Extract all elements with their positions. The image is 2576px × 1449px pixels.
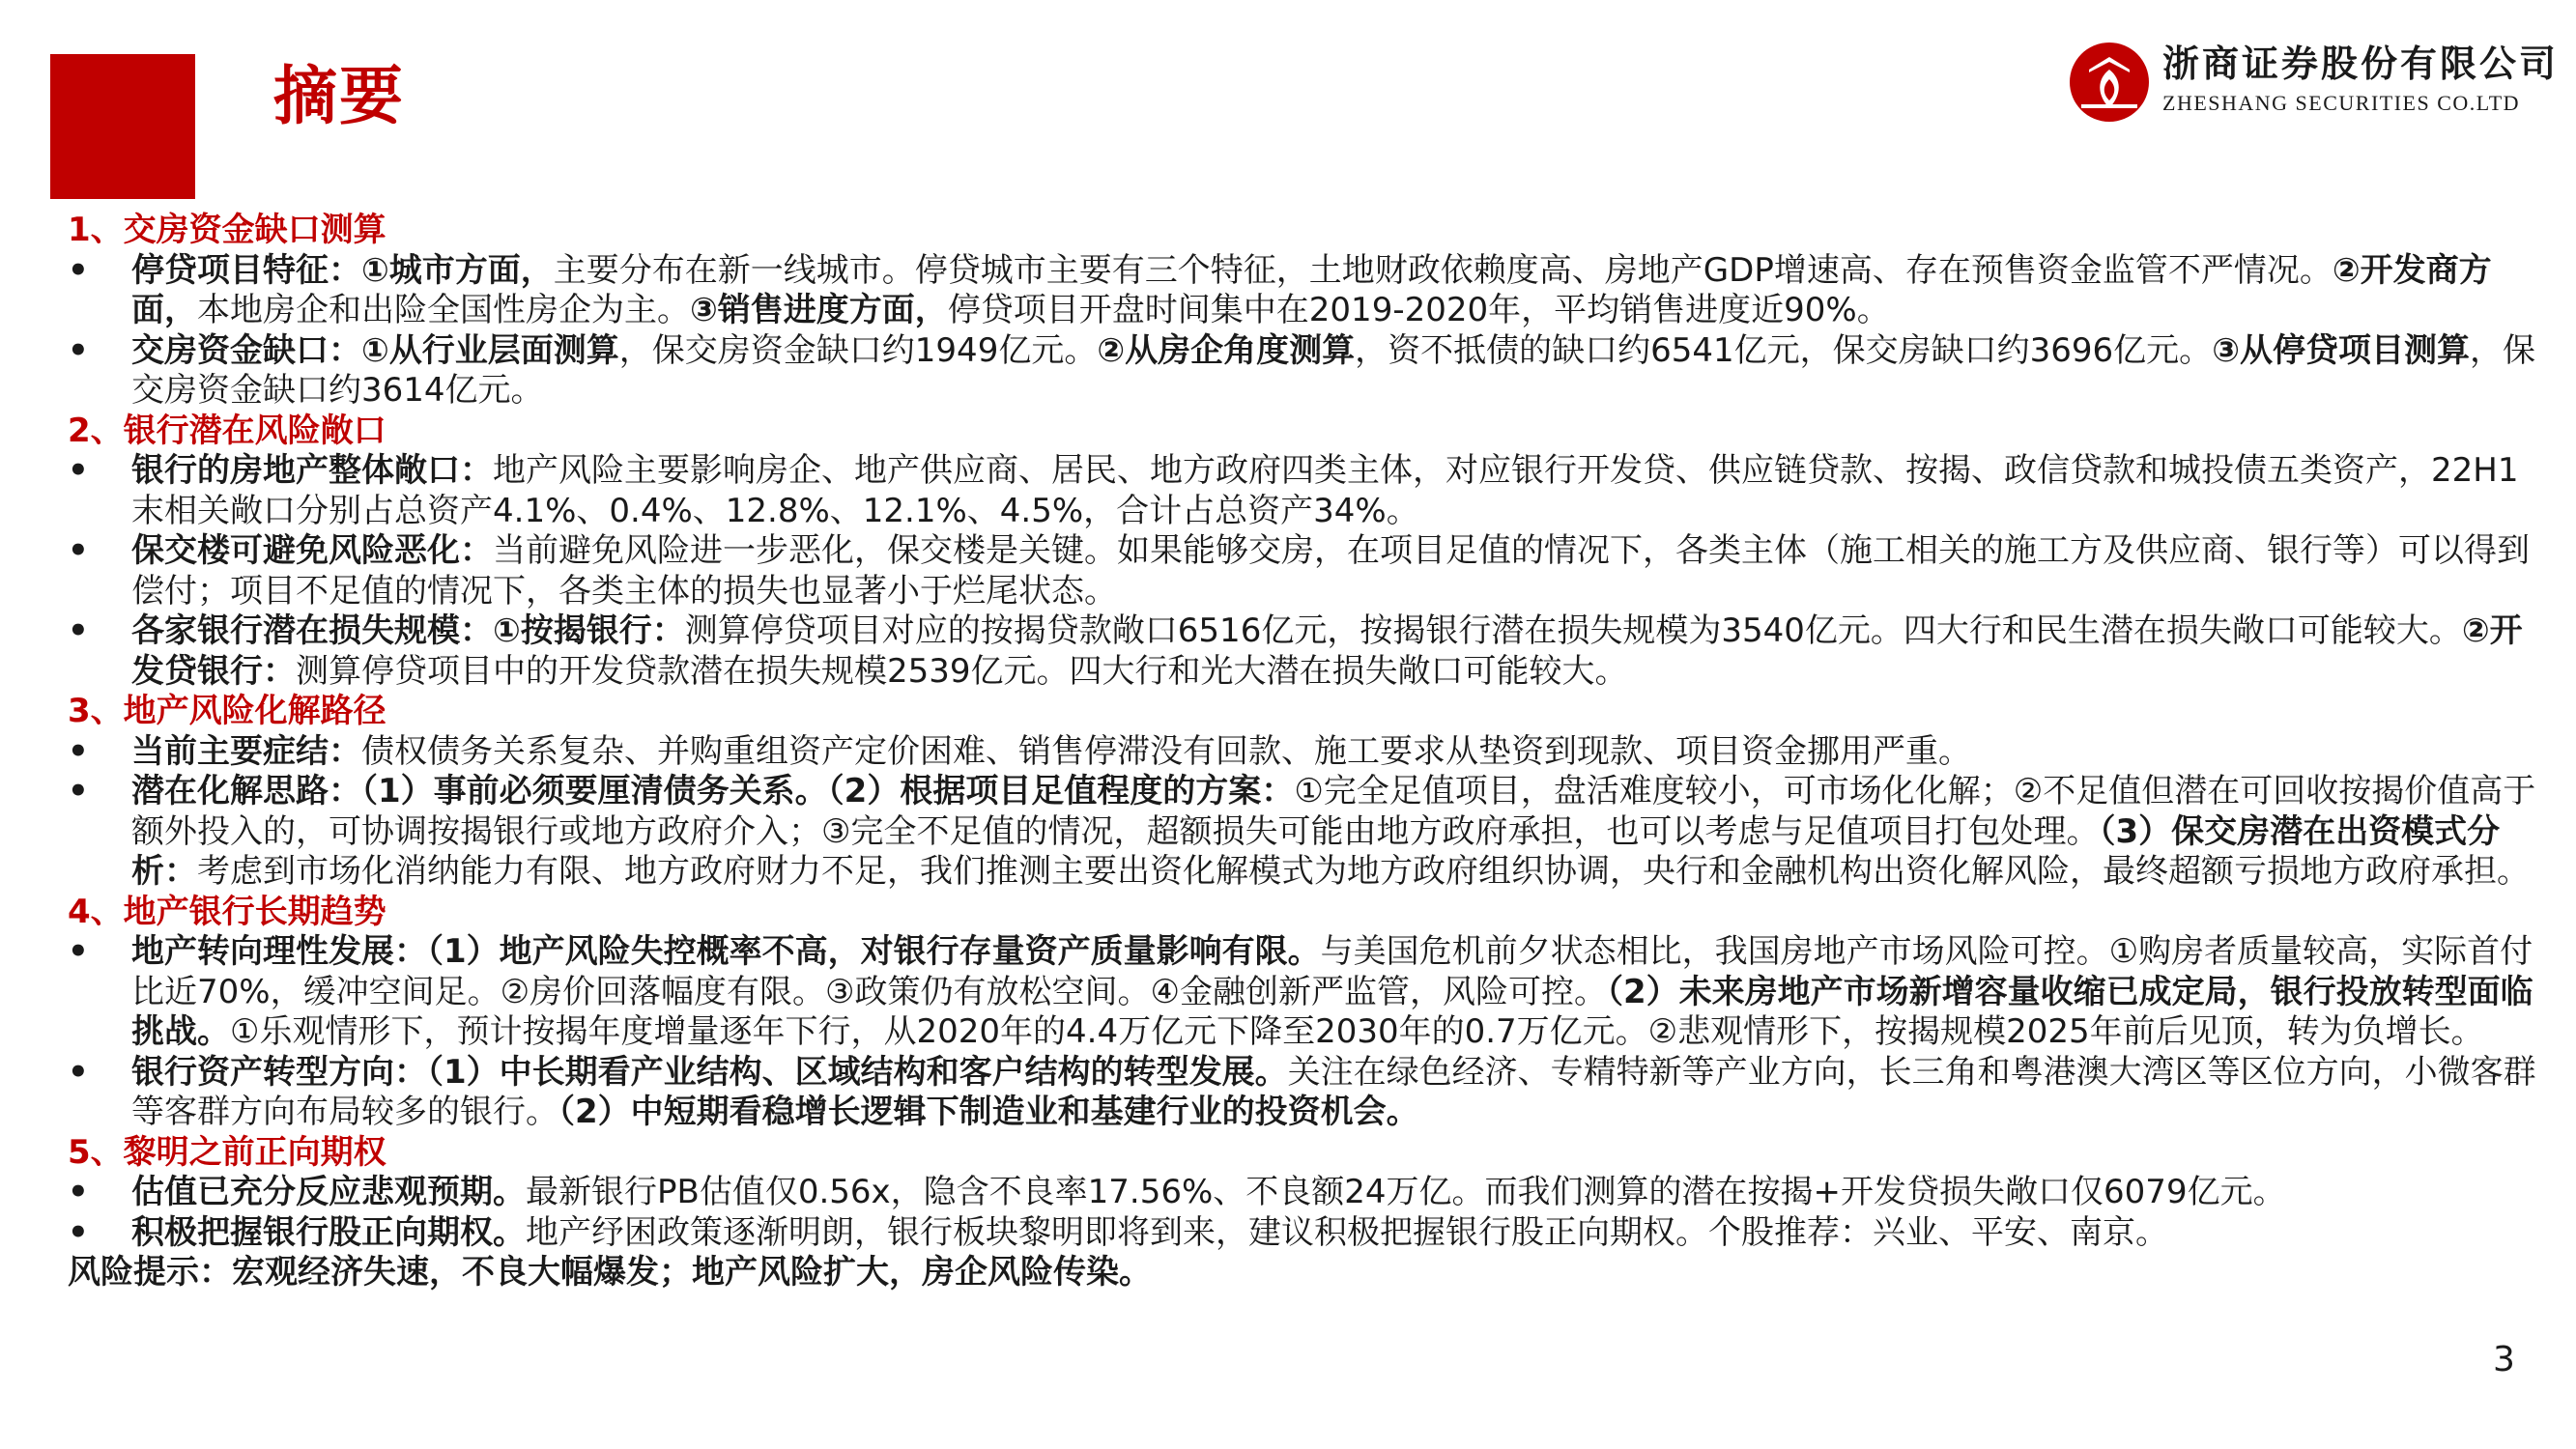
page-number: 3	[2493, 1340, 2515, 1379]
section-title: 1、交房资金缺口测算	[68, 211, 386, 249]
bullet-item: • 银行的房地产整体敞口：地产风险主要影响房企、地产供应商、居民、地方政府四类主体，对应银行开发贷、供应链贷款、按揭、政信贷款和城投债五类资产，22H1末相关敞口分别占总资产4.1%、0.4%、12.8%、12.1%、4.5%，合计占总资产34%。	[68, 451, 2519, 530]
bullet-item: • 保交楼可避免风险恶化：当前避免风险进一步恶化，保交楼是关键。如果能够交房，在项目足值的情况下，各类主体（施工相关的施工方及供应商、银行等）可以得到偿付；项目不足值的情况下，各类主体的损失也显著小于烂尾状态。	[68, 531, 2530, 611]
logo-english-name: ZHESHANG SECURITIES CO.LTD	[2162, 91, 2521, 115]
bullet-item: • 潜在化解思路：（1）事前必须要厘清债务关系。（2）根据项目足值程度的方案：①完全足值项目，盘活难度较小，可市场化化解；②不足值但潜在可回收按揭价值高于额外投入的，可协调按揭银行或地方政府介入；③完全不足值的情况，超额损失可能由地方政府承担，也可以考虑与足值项目打包处理。（3）保交房潜在出资模式分析：考虑到市场化消纳能力有限、地方政府财力不足，我们推测主要出资化解模式为地方政府组织协调，央行和金融机构出资化解风险，最终超额亏损地方政府承担。	[68, 772, 2536, 891]
bullet-dot: •	[68, 932, 89, 971]
bullet-item: • 当前主要症结：债权债务关系复杂、并购重组资产定价困难、销售停滞没有回款、施工要求从垫资到现款、项目资金挪用严重。	[68, 731, 1971, 771]
bullet-dot: •	[68, 1212, 89, 1252]
risk-warning: 风险提示：宏观经济失速，不良大幅爆发；地产风险扩大，房企风险传染。	[68, 1253, 1152, 1292]
bullet-item: • 估值已充分反应悲观预期。最新银行PB估值仅0.56x，隐含不良率17.56%、不良额24万亿。而我们测算的潜在按揭+开发贷损失敞口仅6079亿元。	[68, 1173, 2286, 1211]
bullet-item: • 停贷项目特征：①城市方面，主要分布在新一线城市。停贷城市主要有三个特征，土地财政依赖度高、房地产GDP增速高、存在预售资金监管不严情况。②开发商方面，本地房企和出险全国性房企为主。③销售进度方面，停贷项目开盘时间集中在2019-2020年，平均销售进度近90%。	[68, 250, 2492, 329]
bullet-item: • 地产转向理性发展：（1）地产风险失控概率不高，对银行存量资产质量影响有限。与美国危机前夕状态相比，我国房地产市场风险可控。①购房者质量较高，实际首付比近70%，缓冲空间足。②房价回落幅度有限。③政策仍有放松空间。④金融创新严监管，风险可控。（2）未来房地产市场新增容量收缩已成定局，银行投放转型面临挑战。①乐观情形下，预计按揭年度增量逐年下行，从2020年的4.4万亿元下降至2030年的0.7万亿元。②悲观情形下，按揭规模2025年前后见顶，转为负增长。	[68, 932, 2533, 1051]
bullet-dot: •	[68, 1173, 89, 1211]
bullet-dot: •	[68, 451, 89, 490]
bullet-dot: •	[68, 611, 89, 650]
bullet-dot: •	[68, 330, 89, 370]
section-title: 2、银行潜在风险敞口	[68, 411, 386, 450]
bullet-item: • 银行资产转型方向：（1）中长期看产业结构、区域结构和客户结构的转型发展。关注在绿色经济、专精特新等产业方向，长三角和粤港澳大湾区等区位方向，小微客群等客群方向布局较多的银行。（2）中短期看稳增长逻辑下制造业和基建行业的投资机会。	[68, 1052, 2536, 1131]
page-title: 摘要	[273, 59, 405, 133]
section-title: 4、地产银行长期趋势	[68, 892, 386, 931]
bullet-dot: •	[68, 731, 89, 771]
zheshang-logo-icon	[2068, 41, 2151, 124]
bullet-item: • 交房资金缺口：①从行业层面测算，保交房资金缺口约1949亿元。②从房企角度测算，资不抵债的缺口约6541亿元，保交房缺口约3696亿元。③从停贷项目测算，保交房资金缺口约3614亿元。	[68, 330, 2535, 410]
bullet-dot: •	[68, 531, 89, 570]
bullet-item: • 积极把握银行股正向期权。地产纾困政策逐渐明朗，银行板块黎明即将到来，建议积极把握银行股正向期权。个股推荐：兴业、平安、南京。	[68, 1212, 2168, 1252]
company-logo	[2068, 39, 2560, 126]
summary-content	[68, 211, 2551, 1293]
bullet-dot: •	[68, 772, 89, 810]
bullet-dot: •	[68, 250, 89, 290]
section-title: 5、黎明之前正向期权	[68, 1132, 386, 1172]
logo-chinese-name: 浙商证券股份有限公司	[2162, 42, 2560, 85]
section-title: 3、地产风险化解路径	[68, 692, 386, 730]
title-accent-block	[50, 54, 195, 199]
bullet-item: • 各家银行潜在损失规模：①按揭银行：测算停贷项目对应的按揭贷款敞口6516亿元，按揭银行潜在损失规模为3540亿元。四大行和民生潜在损失敞口可能较大。②开发贷银行：测算停贷项目中的开发贷款潜在损失规模2539亿元。四大行和光大潜在损失敞口可能较大。	[68, 611, 2523, 691]
bullet-dot: •	[68, 1052, 89, 1092]
